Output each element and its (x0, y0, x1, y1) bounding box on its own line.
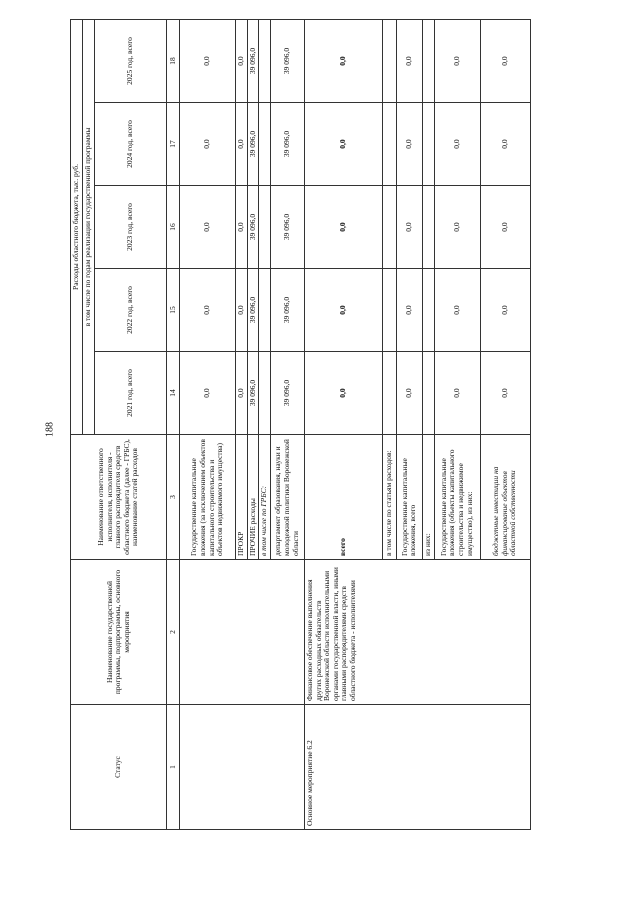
value-cell (422, 19, 434, 102)
value-cell: 0,0 (434, 186, 480, 269)
value-cell: 0,0 (396, 269, 422, 352)
value-cell (422, 103, 434, 186)
value-cell: 39 096,0 (247, 103, 259, 186)
status-cell: Основное мероприятие 6.2 (304, 705, 530, 830)
row-label: ПРОКР (236, 435, 248, 560)
header-executor: Наименование ответственного исполнителя, исполнителя - главного распорядителя средств областного бюджета (далее - ГРБС), наименование статей расходов (71, 435, 167, 560)
page-number: 188 (44, 422, 56, 437)
value-cell: 39 096,0 (270, 269, 304, 352)
value-cell (382, 269, 396, 352)
value-cell: 39 096,0 (247, 19, 259, 102)
value-cell: 0,0 (236, 352, 248, 435)
value-cell (259, 186, 271, 269)
header-status: Статус (71, 705, 167, 830)
row-label: из них: (422, 435, 434, 560)
value-cell (259, 352, 271, 435)
budget-table (70, 19, 531, 830)
value-cell: 39 096,0 (270, 352, 304, 435)
value-text: 0,0 (338, 139, 348, 149)
value-cell: 39 096,0 (270, 103, 304, 186)
header-year: 2024 год, всего (95, 103, 167, 186)
value-cell (304, 269, 382, 352)
value-text: 0,0 (338, 305, 348, 315)
header-years-group: в том числе по годам реализации государственной программы (83, 19, 95, 434)
row-label: ПРОЧИЕ расходы (247, 435, 259, 560)
value-cell (304, 352, 382, 435)
column-index: 16 (167, 186, 180, 269)
value-cell (422, 186, 434, 269)
value-cell: 0,0 (236, 186, 248, 269)
row-label: в том числе по ГРБС: (259, 435, 271, 560)
column-index: 17 (167, 103, 180, 186)
row-label: Государственные капитальные вложения, всего (396, 435, 422, 560)
column-index-row (167, 19, 180, 829)
value-cell (422, 352, 434, 435)
row-label: Государственные капитальные вложения (за исключением объектов капитального строительства и объектов недвижимого имущества) (180, 435, 236, 560)
status-cell-empty (180, 705, 305, 830)
value-cell: 0,0 (236, 19, 248, 102)
value-cell: 0,0 (396, 19, 422, 102)
value-cell: 0,0 (180, 186, 236, 269)
row-label: департамент образования, науки и молодежной политики Воронежской области (270, 435, 304, 560)
value-cell (304, 103, 382, 186)
value-cell: 0,0 (236, 269, 248, 352)
value-cell: 39 096,0 (247, 186, 259, 269)
value-cell: 39 096,0 (247, 269, 259, 352)
value-cell (259, 269, 271, 352)
value-cell (259, 103, 271, 186)
value-cell (304, 186, 382, 269)
value-cell: 0,0 (480, 19, 530, 102)
value-cell (382, 352, 396, 435)
value-text: 0,0 (338, 222, 348, 232)
value-cell: 0,0 (396, 352, 422, 435)
value-cell: 0,0 (434, 19, 480, 102)
column-index: 18 (167, 19, 180, 102)
row-label-text: всего (338, 538, 348, 556)
row-label: в том числе по статьям расходов: (382, 435, 396, 560)
row-label: бюджетные инвестиции на финансирование объектов областной собственности (480, 435, 530, 560)
value-cell: 0,0 (180, 352, 236, 435)
column-index: 2 (167, 560, 180, 705)
value-cell: 0,0 (434, 103, 480, 186)
value-cell: 0,0 (236, 103, 248, 186)
value-cell: 0,0 (480, 352, 530, 435)
column-index: 15 (167, 269, 180, 352)
value-cell: 0,0 (180, 269, 236, 352)
value-cell (422, 269, 434, 352)
column-index: 3 (167, 435, 180, 560)
value-text: 0,0 (338, 56, 348, 66)
value-cell: 0,0 (434, 352, 480, 435)
value-cell (382, 19, 396, 102)
name-cell: Финансовое обеспечение выполнения других расходных обязательств Воронежской области исполнительными органами государственной власти, иными главными распорядителями средств областного бюджета - исполнителями (304, 560, 530, 705)
header-year: 2025 год, всего (95, 19, 167, 102)
value-cell: 0,0 (480, 103, 530, 186)
header-year: 2023 год, всего (95, 186, 167, 269)
header-year: 2021 год, всего (95, 352, 167, 435)
column-index: 14 (167, 352, 180, 435)
value-cell: 39 096,0 (270, 19, 304, 102)
value-cell: 39 096,0 (270, 186, 304, 269)
value-cell (382, 186, 396, 269)
row-label: Государственные капитальные вложения (объекты капитального строительства и недвижимое имущество), из них: (434, 435, 480, 560)
header-name: Наименование государственной программы, подпрограммы, основного мероприятия (71, 560, 167, 705)
table-row (180, 19, 236, 829)
value-cell: 39 096,0 (247, 352, 259, 435)
table-rotor (70, 10, 580, 830)
value-cell: 0,0 (180, 103, 236, 186)
header-year: 2022 год, всего (95, 269, 167, 352)
value-cell: 0,0 (180, 19, 236, 102)
name-cell-empty (180, 560, 305, 705)
value-cell: 0,0 (480, 269, 530, 352)
value-cell: 0,0 (434, 269, 480, 352)
value-cell (259, 19, 271, 102)
value-cell (304, 19, 382, 102)
table-row (304, 19, 382, 829)
value-cell: 0,0 (480, 186, 530, 269)
column-index: 1 (167, 705, 180, 830)
value-cell (382, 103, 396, 186)
rotated-table-frame (70, 10, 580, 830)
row-label (304, 435, 382, 560)
value-cell: 0,0 (396, 103, 422, 186)
value-cell: 0,0 (396, 186, 422, 269)
header-budget-group: Расходы областного бюджета, тыс. руб. (71, 19, 83, 434)
value-text: 0,0 (338, 388, 348, 398)
